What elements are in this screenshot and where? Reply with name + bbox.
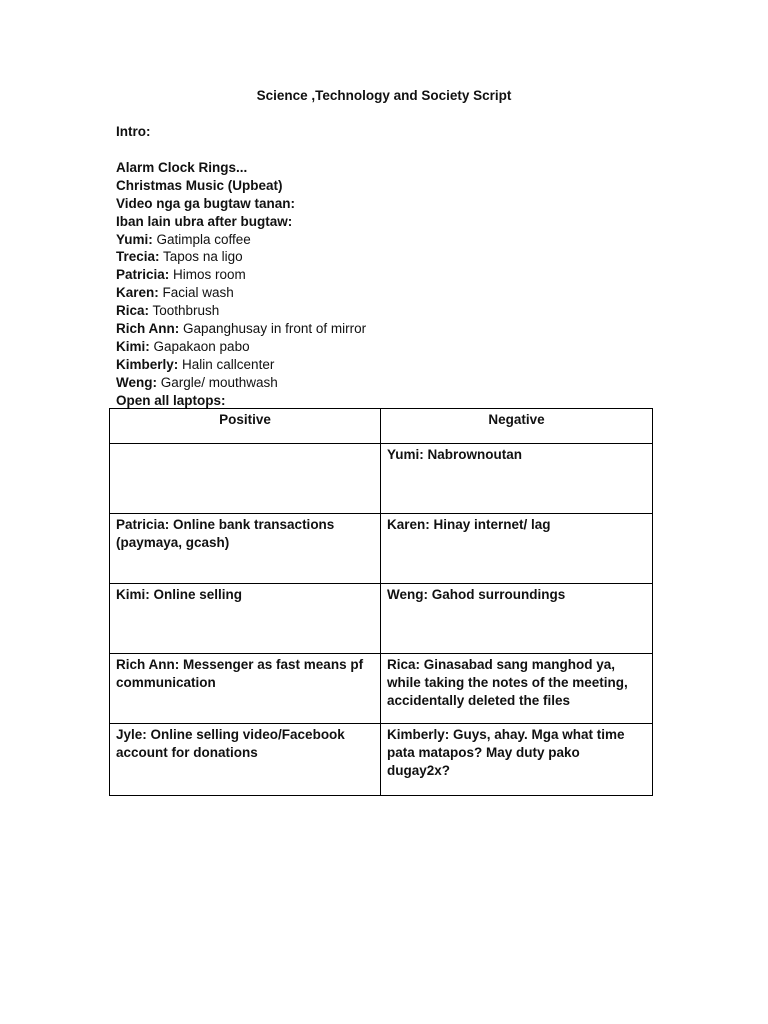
speaker-name: Kimberly: xyxy=(116,356,179,372)
intro-label: Intro: xyxy=(116,124,151,139)
negative-cell: Yumi: Nabrownoutan xyxy=(381,444,653,514)
positive-cell: Patricia: Online bank transactions (paymaya, gcash) xyxy=(110,514,381,584)
action-text: Gapanghusay in front of mirror xyxy=(179,321,367,337)
header-negative: Negative xyxy=(381,409,653,444)
action-text: Tapos na ligo xyxy=(159,249,243,265)
script-line xyxy=(116,338,676,356)
speaker-name: Yumi: xyxy=(116,231,153,247)
positive-cell: Rich Ann: Messenger as fast means pf communication xyxy=(110,654,381,724)
action-text: Gatimpla coffee xyxy=(152,231,251,247)
script-line xyxy=(116,374,676,392)
speaker-name: Weng: xyxy=(116,374,157,390)
action-text: Toothbrush xyxy=(149,303,220,319)
script-line xyxy=(116,356,676,374)
positive-cell xyxy=(110,444,381,514)
script-line xyxy=(116,284,676,302)
script-line xyxy=(116,320,676,338)
table-header-row xyxy=(110,409,653,444)
speaker-name: Rica: xyxy=(116,303,150,319)
action-text: Facial wash xyxy=(158,285,234,301)
script-line: Christmas Music (Upbeat) xyxy=(116,177,283,193)
speaker-name: Patricia: xyxy=(116,267,170,283)
table-row xyxy=(110,444,653,514)
negative-cell: Kimberly: Guys, ahay. Mga what time pata matapos? May duty pako dugay2x? xyxy=(381,724,653,796)
speaker-name: Karen: xyxy=(116,285,159,301)
table-row xyxy=(110,654,653,724)
document-title: Science ,Technology and Society Script xyxy=(256,88,512,103)
positive-cell: Jyle: Online selling video/Facebook account for donations xyxy=(110,724,381,796)
negative-cell: Rica: Ginasabad sang manghod ya, while taking the notes of the meeting, accidentally deleted the files xyxy=(381,654,653,724)
table-row xyxy=(110,584,653,654)
script-line: Iban lain ubra after bugtaw: xyxy=(116,213,293,229)
action-text: Himos room xyxy=(169,267,246,283)
positive-cell: Kimi: Online selling xyxy=(110,584,381,654)
positive-negative-table xyxy=(109,408,653,796)
script-line: Alarm Clock Rings... xyxy=(116,160,248,175)
script-line xyxy=(116,266,676,284)
header-positive: Positive xyxy=(110,409,381,444)
table-row xyxy=(110,514,653,584)
table-row xyxy=(110,724,653,796)
action-text: Gapakaon pabo xyxy=(149,338,250,354)
speaker-name: Kimi: xyxy=(116,338,150,354)
negative-cell: Karen: Hinay internet/ lag xyxy=(381,514,653,584)
speaker-name: Rich Ann: xyxy=(116,321,180,337)
speaker-name: Trecia: xyxy=(116,249,160,265)
script-line xyxy=(116,248,676,266)
script-line xyxy=(116,302,676,320)
negative-cell: Weng: Gahod surroundings xyxy=(381,584,653,654)
script-line: Video nga ga bugtaw tanan: xyxy=(116,195,296,211)
action-text: Halin callcenter xyxy=(178,356,275,372)
script-line xyxy=(116,231,676,249)
script-lines xyxy=(116,159,676,409)
script-line: Open all laptops: xyxy=(116,392,226,408)
action-text: Gargle/ mouthwash xyxy=(157,374,278,390)
